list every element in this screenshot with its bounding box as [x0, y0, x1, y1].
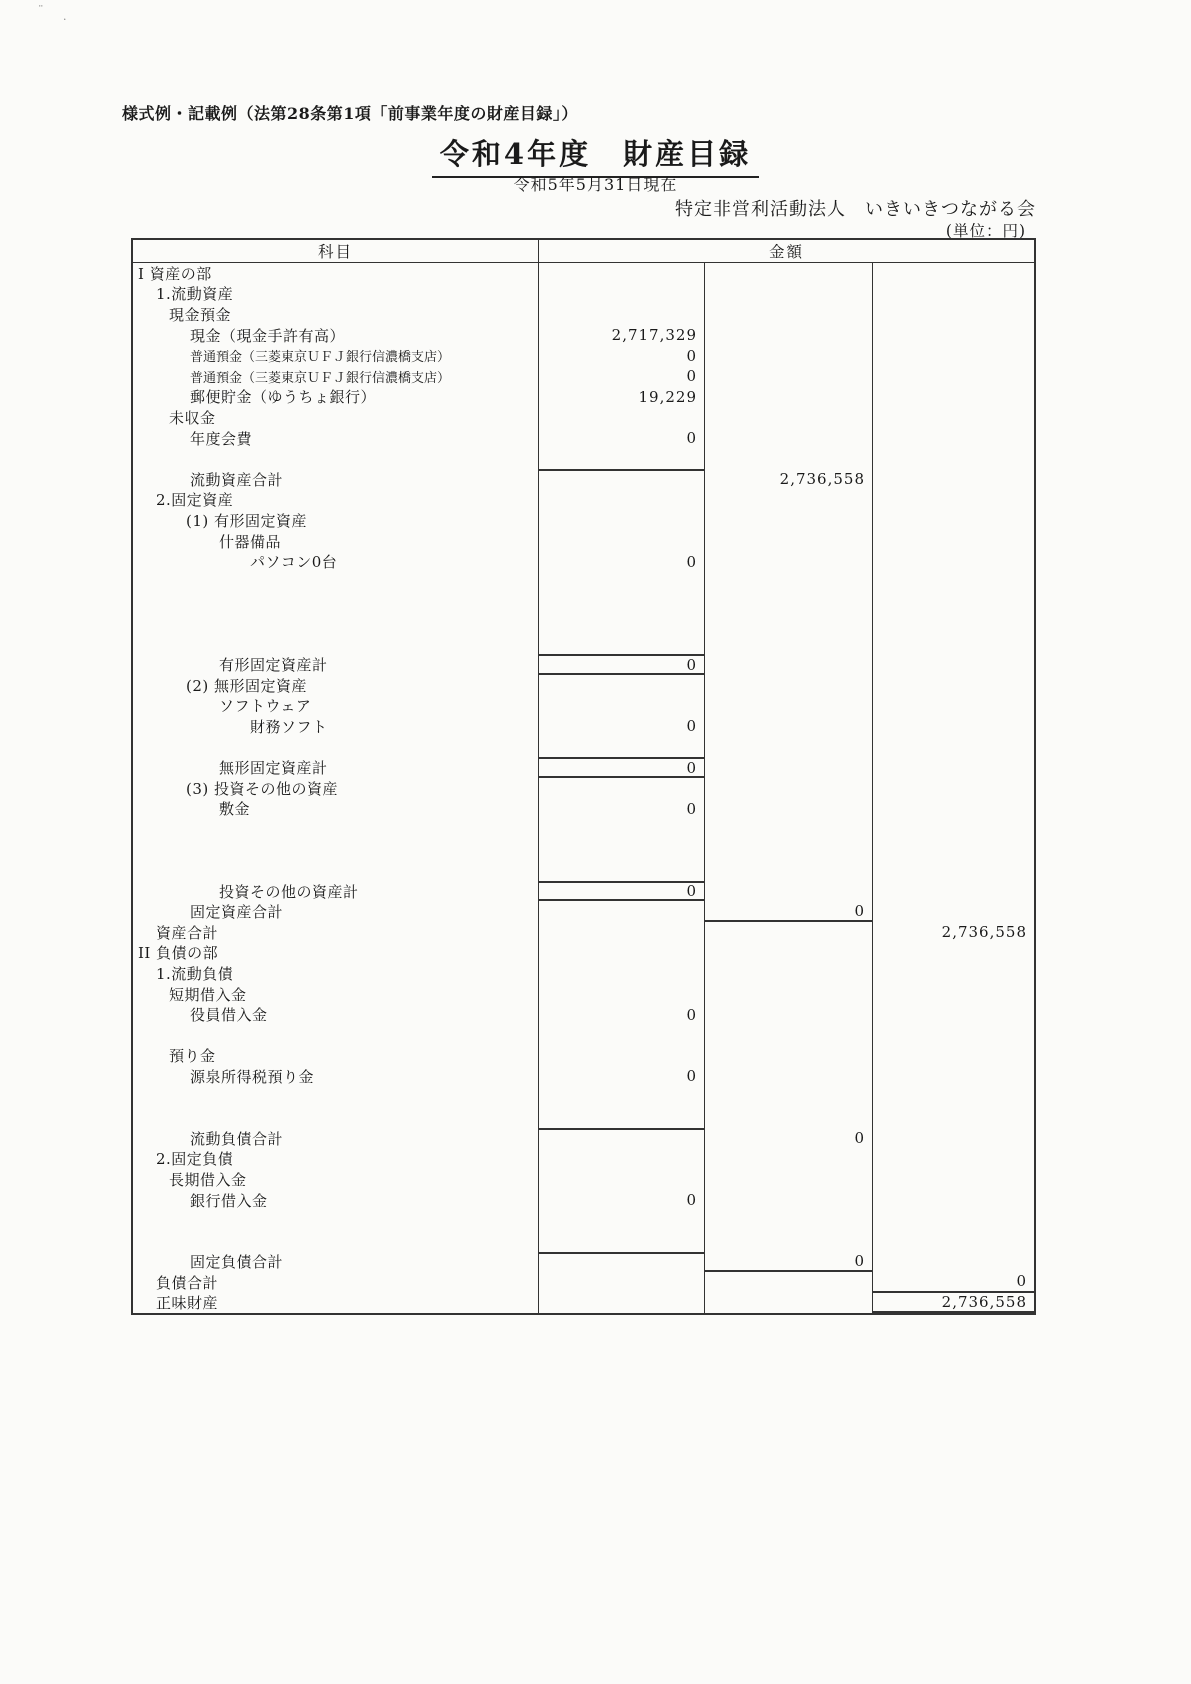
amount-cell	[538, 448, 704, 469]
account-label: 敷金	[219, 800, 251, 819]
table-row	[133, 881, 1034, 902]
account-label: 現金預金	[169, 305, 232, 324]
table-row	[133, 387, 1034, 408]
amount-cell	[538, 613, 704, 634]
amount-cell	[872, 428, 1034, 449]
account-label: 固定負債合計	[190, 1253, 284, 1272]
amount-cell	[872, 1107, 1034, 1128]
amount-cell	[538, 778, 704, 799]
amount-cell	[538, 1046, 704, 1067]
account-label: 資産合計	[156, 923, 219, 942]
account-label: ソフトウェア	[219, 697, 312, 716]
amount-cell	[538, 469, 704, 490]
table-row	[133, 366, 1034, 387]
amount-cell	[538, 922, 704, 943]
amount-cell	[538, 1025, 704, 1046]
amount-cell	[872, 1190, 1034, 1211]
amount-cell: 0	[704, 1252, 872, 1273]
amount-cell	[538, 304, 704, 325]
table-row	[133, 325, 1034, 346]
account-label: 投資その他の資産計	[219, 882, 359, 901]
amount-cell	[538, 572, 704, 593]
amount-cell	[704, 263, 872, 284]
amount-cell	[872, 963, 1034, 984]
amount-cell	[538, 510, 704, 531]
amount-cell	[872, 881, 1034, 902]
account-label: (1) 有形固定資産	[186, 511, 308, 530]
amount-cell	[872, 1046, 1034, 1067]
table-row	[133, 901, 1034, 922]
amount-cell	[872, 943, 1034, 964]
amount-cell	[704, 695, 872, 716]
amount-cell: 0	[538, 654, 704, 675]
amount-cell	[704, 428, 872, 449]
table-row	[133, 1293, 1034, 1314]
amount-cell	[538, 695, 704, 716]
account-label: 源泉所得税預り金	[190, 1067, 315, 1086]
table-row	[133, 263, 1034, 284]
amount-cell	[872, 1169, 1034, 1190]
amount-cell: 0	[538, 1004, 704, 1025]
account-label: 1.流動負債	[156, 964, 234, 983]
amount-cell	[538, 1231, 704, 1252]
amount-cell: 0	[538, 1066, 704, 1087]
amount-cell	[538, 1210, 704, 1231]
amount-cell	[538, 819, 704, 840]
account-label: 流動負債合計	[190, 1129, 284, 1148]
page-title-text: 令和4年度 財産目録	[432, 132, 759, 178]
amount-cell	[704, 860, 872, 881]
account-label: I 資産の部	[138, 264, 212, 283]
account-label	[133, 1107, 538, 1128]
table-row	[133, 1210, 1034, 1231]
account-label	[133, 840, 538, 861]
amount-cell	[704, 963, 872, 984]
amount-cell	[872, 654, 1034, 675]
amount-cell	[872, 860, 1034, 881]
amount-cell	[704, 613, 872, 634]
table-row	[133, 448, 1034, 469]
account-label	[133, 572, 538, 593]
amount-cell	[704, 366, 872, 387]
amount-cell: 0	[538, 428, 704, 449]
amount-cell	[704, 881, 872, 902]
table-row	[133, 1252, 1034, 1273]
account-label: 固定資産合計	[190, 903, 284, 922]
table-row	[133, 1046, 1034, 1067]
table-row	[133, 551, 1034, 572]
table-row	[133, 1190, 1034, 1211]
amount-cell	[538, 860, 704, 881]
amount-cell: 2,717,329	[538, 325, 704, 346]
table-row	[133, 613, 1034, 634]
account-label: 役員借入金	[190, 1006, 268, 1025]
table-row	[133, 490, 1034, 511]
table-row	[133, 510, 1034, 531]
amount-cell	[872, 448, 1034, 469]
amount-cell	[872, 695, 1034, 716]
amount-cell	[538, 1128, 704, 1149]
table-row	[133, 593, 1034, 614]
amount-cell	[704, 1025, 872, 1046]
account-label	[133, 860, 538, 881]
amount-cell	[538, 943, 704, 964]
table-row	[133, 778, 1034, 799]
amount-cell	[704, 1169, 872, 1190]
table-row	[133, 284, 1034, 305]
scan-artifact: ¨	[38, 4, 44, 17]
table-row	[133, 1169, 1034, 1190]
account-label: (3) 投資その他の資産	[186, 779, 339, 798]
amount-cell	[704, 1293, 872, 1314]
table-row	[133, 634, 1034, 655]
amount-cell	[538, 407, 704, 428]
amount-cell	[704, 325, 872, 346]
amount-cell	[704, 1231, 872, 1252]
account-label: 2.固定資産	[156, 491, 234, 510]
amount-cell	[704, 654, 872, 675]
amount-cell	[872, 1149, 1034, 1170]
account-label	[133, 1210, 538, 1231]
amount-cell	[704, 510, 872, 531]
amount-cell	[704, 448, 872, 469]
amount-cell	[872, 325, 1034, 346]
table-row	[133, 963, 1034, 984]
amount-cell: 0	[538, 551, 704, 572]
amount-cell	[872, 531, 1034, 552]
amount-cell	[704, 284, 872, 305]
amount-cell	[704, 304, 872, 325]
table-row	[133, 1107, 1034, 1128]
amount-cell	[704, 1272, 872, 1293]
account-label: 銀行借入金	[190, 1191, 268, 1210]
table-row	[133, 1066, 1034, 1087]
asset-inventory-table	[131, 238, 1036, 1315]
table-row	[133, 860, 1034, 881]
table-row	[133, 716, 1034, 737]
amount-cell	[704, 943, 872, 964]
amount-cell: 2,736,558	[704, 469, 872, 490]
amount-cell	[872, 1252, 1034, 1273]
amount-cell	[704, 531, 872, 552]
table-row	[133, 1272, 1034, 1293]
amount-cell	[872, 304, 1034, 325]
amount-cell	[704, 798, 872, 819]
amount-cell: 2,736,558	[872, 1293, 1034, 1314]
account-label: 預り金	[169, 1047, 216, 1066]
account-label: 1.流動資産	[156, 285, 234, 304]
amount-cell	[704, 572, 872, 593]
amount-cell	[872, 366, 1034, 387]
amount-cell	[704, 1087, 872, 1108]
account-label	[133, 1087, 538, 1108]
account-label: II 負債の部	[138, 944, 219, 963]
amount-cell: 0	[538, 716, 704, 737]
amount-cell: 0	[538, 345, 704, 366]
amount-cell	[872, 798, 1034, 819]
amount-cell	[538, 1252, 704, 1273]
amount-cell	[704, 984, 872, 1005]
amount-cell	[538, 490, 704, 511]
amount-cell	[704, 716, 872, 737]
account-label	[133, 613, 538, 634]
amount-cell	[872, 1066, 1034, 1087]
amount-cell	[538, 593, 704, 614]
amount-cell	[872, 634, 1034, 655]
scan-artifact: ·	[63, 13, 67, 26]
account-label: 負債合計	[156, 1273, 219, 1292]
account-label	[133, 737, 538, 758]
table-row	[133, 531, 1034, 552]
account-label: 什器備品	[219, 532, 282, 551]
amount-cell	[704, 593, 872, 614]
table-header-row	[133, 240, 1034, 263]
amount-cell	[872, 737, 1034, 758]
amount-cell: 0	[538, 881, 704, 902]
account-label: 年度会費	[190, 429, 253, 448]
account-label: 郵便貯金（ゆうちょ銀行）	[190, 388, 377, 407]
amount-cell	[872, 675, 1034, 696]
account-label	[133, 819, 538, 840]
table-row	[133, 819, 1034, 840]
account-label: 短期借入金	[169, 985, 247, 1004]
amount-cell	[538, 284, 704, 305]
amount-cell	[704, 1210, 872, 1231]
amount-cell	[872, 1231, 1034, 1252]
amount-cell	[872, 1025, 1034, 1046]
amount-cell	[538, 840, 704, 861]
amount-cell	[704, 1190, 872, 1211]
amount-cell	[872, 840, 1034, 861]
account-label: 無形固定資産計	[219, 759, 328, 778]
amount-cell	[872, 613, 1034, 634]
amount-cell	[872, 1210, 1034, 1231]
table-row	[133, 1025, 1034, 1046]
amount-cell	[872, 1087, 1034, 1108]
amount-cell	[704, 551, 872, 572]
amount-cell	[538, 634, 704, 655]
amount-cell	[872, 778, 1034, 799]
account-label: 現金（現金手許有高）	[190, 326, 346, 345]
amount-cell	[538, 1169, 704, 1190]
amount-cell	[538, 1107, 704, 1128]
amount-cell	[872, 984, 1034, 1005]
amount-cell	[872, 1004, 1034, 1025]
amount-cell	[872, 263, 1034, 284]
amount-cell	[704, 1046, 872, 1067]
amount-cell	[872, 757, 1034, 778]
account-label: パソコン0台	[250, 553, 338, 572]
account-label	[133, 1231, 538, 1252]
account-label: 普通預金（三菱東京ＵＦＪ銀行信濃橋支店）	[190, 350, 451, 366]
amount-cell	[872, 387, 1034, 408]
amount-cell	[872, 819, 1034, 840]
unit-note: (単位：円)	[945, 222, 1026, 240]
amount-cell	[538, 675, 704, 696]
amount-cell	[538, 1293, 704, 1314]
amount-cell	[872, 490, 1034, 511]
amount-cell	[538, 531, 704, 552]
amount-cell: 0	[538, 757, 704, 778]
amount-cell: 0	[538, 366, 704, 387]
table-row	[133, 943, 1034, 964]
amount-cell	[872, 469, 1034, 490]
amount-cell	[704, 634, 872, 655]
table-row	[133, 304, 1034, 325]
amount-cell	[538, 1149, 704, 1170]
amount-cell	[704, 407, 872, 428]
amount-cell	[704, 922, 872, 943]
organization-name: 特定非営利活動法人 いきいきつながる会	[675, 199, 1036, 220]
table-row	[133, 1004, 1034, 1025]
as-of-date: 令和5年5月31日現在	[513, 175, 678, 194]
table-row	[133, 757, 1034, 778]
amount-cell	[704, 737, 872, 758]
amount-cell	[704, 345, 872, 366]
amount-cell	[704, 1107, 872, 1128]
account-label: 流動資産合計	[190, 470, 284, 489]
amount-cell	[538, 263, 704, 284]
amount-cell: 0	[538, 1190, 704, 1211]
table-row	[133, 737, 1034, 758]
account-label: 有形固定資産計	[219, 656, 328, 675]
subject-column-header: 科目	[317, 243, 353, 261]
account-label	[133, 593, 538, 614]
table-row	[133, 695, 1034, 716]
amount-cell	[872, 407, 1034, 428]
table-row	[133, 654, 1034, 675]
amount-cell	[704, 1066, 872, 1087]
table-row	[133, 1087, 1034, 1108]
amount-cell	[872, 551, 1034, 572]
amount-cell	[704, 1004, 872, 1025]
table-row	[133, 469, 1034, 490]
amount-cell	[872, 572, 1034, 593]
amount-cell	[872, 716, 1034, 737]
account-label: (2) 無形固定資産	[186, 676, 308, 695]
amount-cell	[538, 984, 704, 1005]
amount-cell	[538, 901, 704, 922]
form-note: 様式例・記載例（法第28条第1項「前事業年度の財産目録」）	[122, 104, 578, 123]
amount-cell	[704, 490, 872, 511]
table-row	[133, 840, 1034, 861]
amount-cell: 19,229	[538, 387, 704, 408]
table-row	[133, 798, 1034, 819]
amount-cell	[872, 593, 1034, 614]
amount-cell	[872, 510, 1034, 531]
account-label	[133, 1025, 538, 1046]
amount-cell	[872, 284, 1034, 305]
amount-cell	[872, 1128, 1034, 1149]
amount-cell	[704, 387, 872, 408]
amount-cell: 0	[704, 1128, 872, 1149]
amount-cell	[538, 963, 704, 984]
table-row	[133, 345, 1034, 366]
account-label	[133, 634, 538, 655]
table-body	[133, 263, 1034, 1313]
account-label: 財務ソフト	[250, 717, 328, 736]
amount-cell: 0	[872, 1272, 1034, 1293]
amount-cell	[538, 1272, 704, 1293]
table-row	[133, 428, 1034, 449]
account-label: 長期借入金	[169, 1170, 247, 1189]
account-label: 正味財産	[156, 1294, 219, 1313]
table-row	[133, 1149, 1034, 1170]
amount-cell	[872, 901, 1034, 922]
amount-cell	[872, 345, 1034, 366]
amount-cell: 2,736,558	[872, 922, 1034, 943]
account-label	[133, 448, 538, 469]
amount-column-header: 金額	[538, 240, 1034, 262]
amount-cell	[538, 1087, 704, 1108]
amount-cell	[704, 757, 872, 778]
table-row	[133, 922, 1034, 943]
amount-cell: 0	[538, 798, 704, 819]
amount-cell	[704, 840, 872, 861]
amount-cell: 0	[704, 901, 872, 922]
table-row	[133, 984, 1034, 1005]
table-row	[133, 1231, 1034, 1252]
account-label: 未収金	[169, 408, 216, 427]
amount-cell	[704, 675, 872, 696]
table-row	[133, 1128, 1034, 1149]
amount-cell	[538, 737, 704, 758]
amount-cell	[704, 819, 872, 840]
account-label: 普通預金（三菱東京ＵＦＪ銀行信濃橋支店）	[190, 370, 451, 386]
table-row	[133, 407, 1034, 428]
table-row	[133, 572, 1034, 593]
amount-cell	[704, 1149, 872, 1170]
table-row	[133, 675, 1034, 696]
amount-cell	[704, 778, 872, 799]
account-label: 2.固定負債	[156, 1150, 234, 1169]
